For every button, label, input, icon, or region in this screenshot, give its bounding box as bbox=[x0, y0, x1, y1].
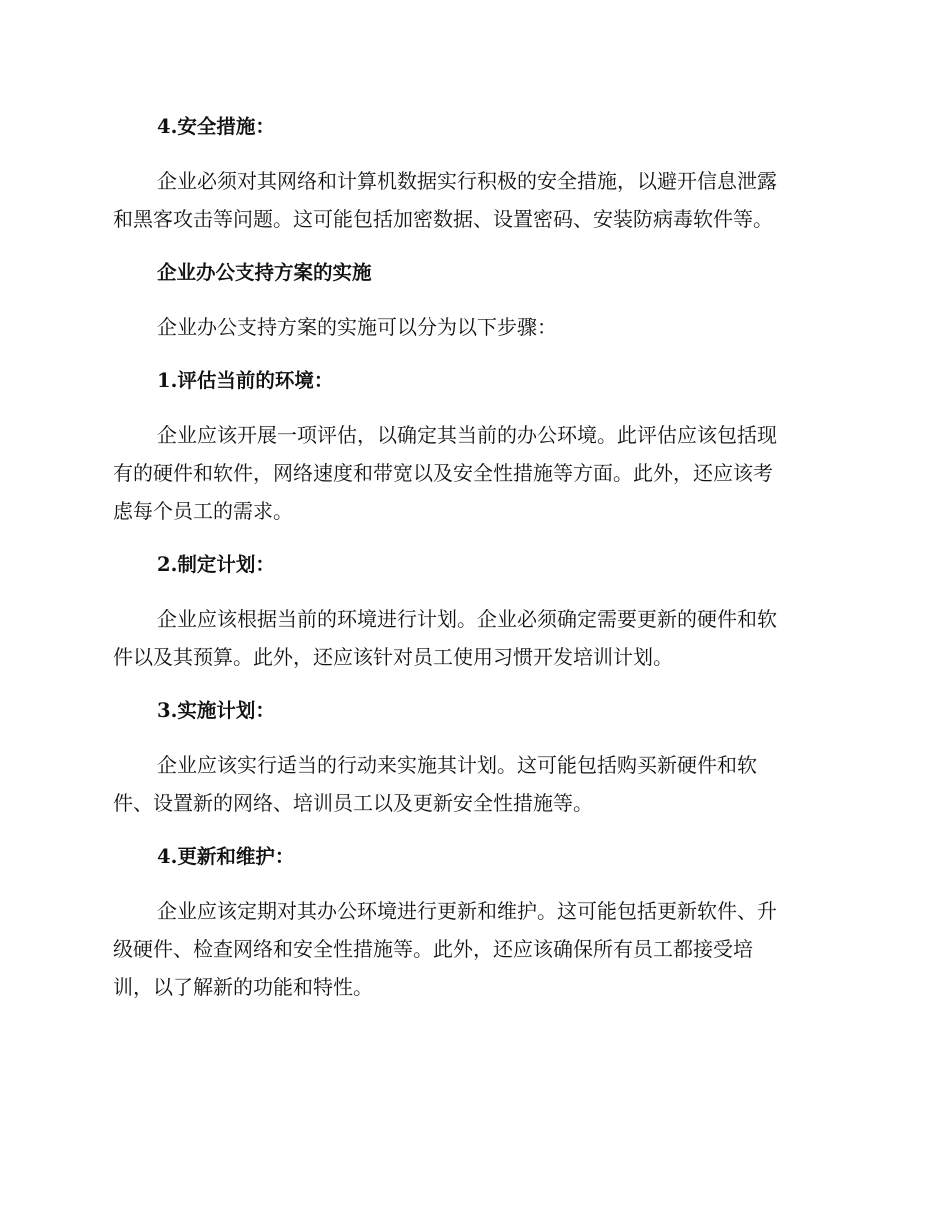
section-paragraph bbox=[113, 416, 833, 530]
paragraph-line: 虑每个员工的需求。 bbox=[113, 499, 293, 523]
paragraph-line: 企业应该根据当前的环境进行计划。企业必须确定需要更新的硬件和软 bbox=[157, 607, 777, 631]
paragraph-line: 训，以了解新的功能和特性。 bbox=[113, 975, 373, 999]
section-heading: 企业办公支持方案的实施 bbox=[157, 261, 372, 284]
section-heading: 2.制定计划： bbox=[157, 553, 275, 576]
section-heading: 4.更新和维护： bbox=[157, 845, 295, 868]
paragraph-line: 企业应该开展一项评估，以确定其当前的办公环境。此评估应该包括现 bbox=[157, 423, 777, 447]
paragraph-line: 件、设置新的网络、培训员工以及更新安全性措施等。 bbox=[113, 791, 593, 815]
paragraph-line: 企业办公支持方案的实施可以分为以下步骤： bbox=[157, 315, 557, 339]
paragraph-line: 和黑客攻击等问题。这可能包括加密数据、设置密码、安装防病毒软件等。 bbox=[113, 207, 773, 231]
paragraph-line: 件以及其预算。此外，还应该针对员工使用习惯开发培训计划。 bbox=[113, 645, 673, 669]
section-update-maintain bbox=[113, 838, 833, 1006]
section-security-measures bbox=[113, 108, 833, 238]
paragraph-line: 级硬件、检查网络和安全性措施等。此外，还应该确保所有员工都接受培 bbox=[113, 937, 753, 961]
section-heading: 3.实施计划： bbox=[157, 699, 275, 722]
section-assess-environment bbox=[113, 362, 833, 530]
section-paragraph bbox=[113, 746, 833, 822]
section-make-plan bbox=[113, 546, 833, 676]
paragraph-line: 企业必须对其网络和计算机数据实行积极的安全措施，以避开信息泄露 bbox=[157, 169, 777, 193]
section-implementation bbox=[113, 254, 833, 346]
document-body bbox=[113, 108, 833, 1006]
section-heading: 1.评估当前的环境： bbox=[157, 369, 334, 392]
section-paragraph bbox=[113, 162, 833, 238]
section-heading: 4.安全措施： bbox=[157, 115, 275, 138]
section-execute-plan bbox=[113, 692, 833, 822]
section-paragraph bbox=[113, 308, 833, 346]
section-paragraph bbox=[113, 892, 833, 1006]
paragraph-line: 企业应该定期对其办公环境进行更新和维护。这可能包括更新软件、升 bbox=[157, 899, 777, 923]
paragraph-line: 企业应该实行适当的行动来实施其计划。这可能包括购买新硬件和软 bbox=[157, 753, 757, 777]
section-paragraph bbox=[113, 600, 833, 676]
paragraph-line: 有的硬件和软件，网络速度和带宽以及安全性措施等方面。此外，还应该考 bbox=[113, 461, 773, 485]
